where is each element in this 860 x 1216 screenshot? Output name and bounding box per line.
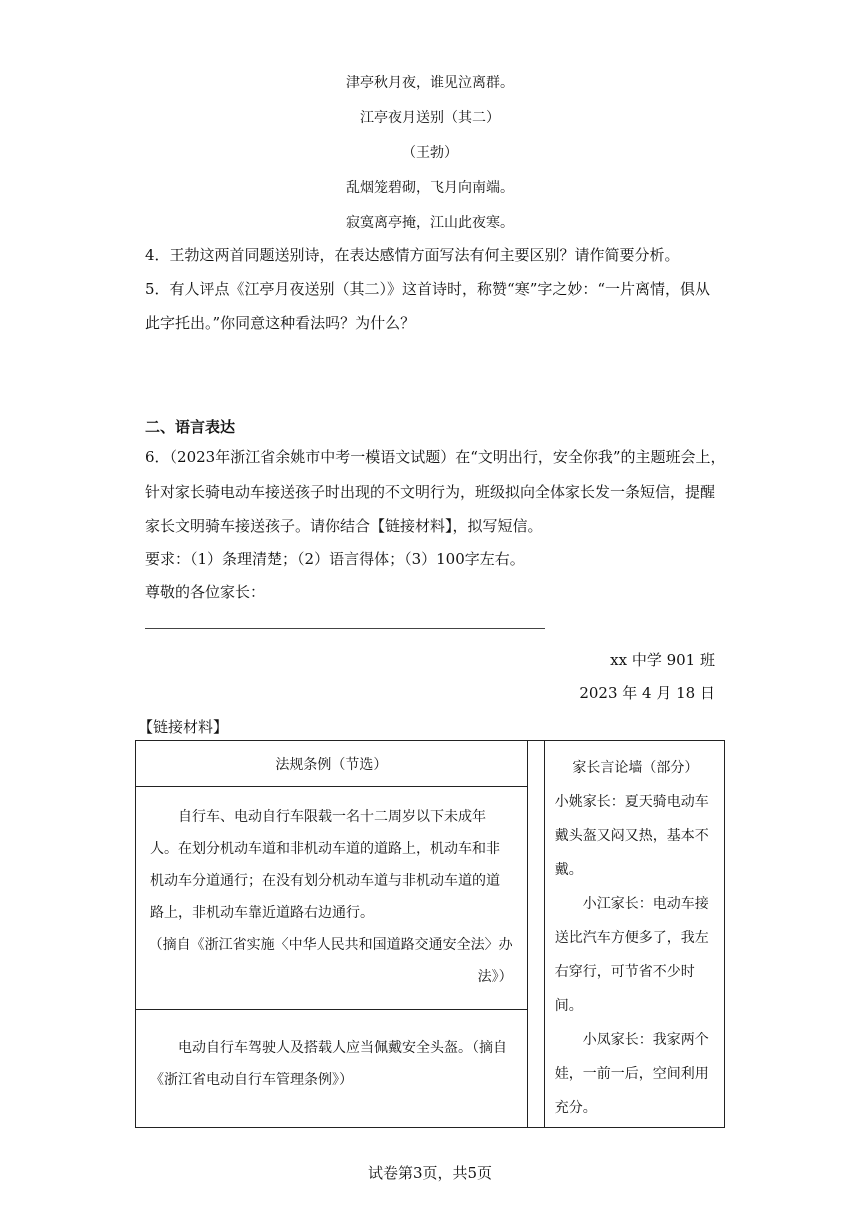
wall-item: 小凤家长：我家两个娃，一前一后，空间利用充分。 [554, 1032, 709, 1116]
question-4: 4．王勃这两首同题送别诗，在表达感情方面写法有何主要区别？请作简要分析。 [145, 246, 680, 264]
law-item-2 [136, 1010, 528, 1128]
wall-item: 小江家长：电动车接送比汽车方便多了，我左右穿行，可节省不少时间。 [554, 896, 709, 1014]
table-gap [527, 741, 544, 1128]
poem-line: 津亭秋月夜，谁见泣离群。 [346, 75, 514, 91]
law-source: （摘自《浙江省实施〈中华人民共和国道路交通安全法〉办法》） [148, 937, 513, 985]
parent-wall [544, 741, 724, 1128]
wall-header: 家长言论墙（部分） [572, 760, 699, 776]
wall-item: 小姚家长：夏天骑电动车戴头盔又闷又热，基本不戴。 [554, 794, 709, 878]
page-footer: 试卷第3页，共5页 [367, 1164, 493, 1182]
greeting: 尊敬的各位家长： [145, 583, 266, 601]
question-6-line3: 家长文明骑车接送孩子。请你结合【链接材料】，拟写短信。 [145, 517, 543, 535]
poem-title: 江亭夜月送别（其二） [360, 110, 500, 126]
law-item-1 [136, 787, 528, 1010]
law-text: 电动自行车驾驶人及搭载人应当佩戴安全头盔。（摘自《浙江省电动自行车管理条例》） [150, 1040, 507, 1088]
question-6-line2: 针对家长骑电动车接送孩子时出现的不文明行为，班级拟向全体家长发一条短信，提醒 [145, 483, 716, 501]
signature-date: 2023 年 4 月 18 日 [579, 684, 715, 702]
poem-author: （王勃） [402, 145, 458, 161]
requirements: 要求：（1）条理清楚；（2）语言得体；（3）100字左右。 [145, 550, 525, 568]
question-5-line1: 5．有人评点《江亭月夜送别（其二）》这首诗时，称赞“寒”字之妙：“一片离情，俱从 [145, 280, 711, 298]
answer-blank-line[interactable] [145, 628, 545, 629]
question-5-line2: 此字托出。”你同意这种看法吗？为什么？ [145, 314, 416, 332]
section-title: 二、语言表达 [145, 418, 236, 436]
material-table [135, 740, 725, 1128]
material-label: 【链接材料】 [138, 718, 229, 736]
law-header: 法规条例（节选） [136, 741, 528, 787]
poem-line: 寂寞离亭掩，江山此夜寒。 [346, 215, 514, 231]
poem-line: 乱烟笼碧砌，飞月向南端。 [346, 180, 514, 196]
law-text: 自行车、电动自行车限载一名十二周岁以下未成年人。在划分机动车道和非机动车道的道路上，机动车和非机动车分道通行；在没有划分机动车道与非机动车道的道路上，非机动车靠近道路右边通行。 [150, 809, 500, 921]
signature-class: xx 中学 901 班 [610, 651, 715, 669]
question-6-line1: 6．（2023年浙江省余姚市中考一模语文试题）在“文明出行，安全你我”的主题班会上， [145, 448, 726, 466]
